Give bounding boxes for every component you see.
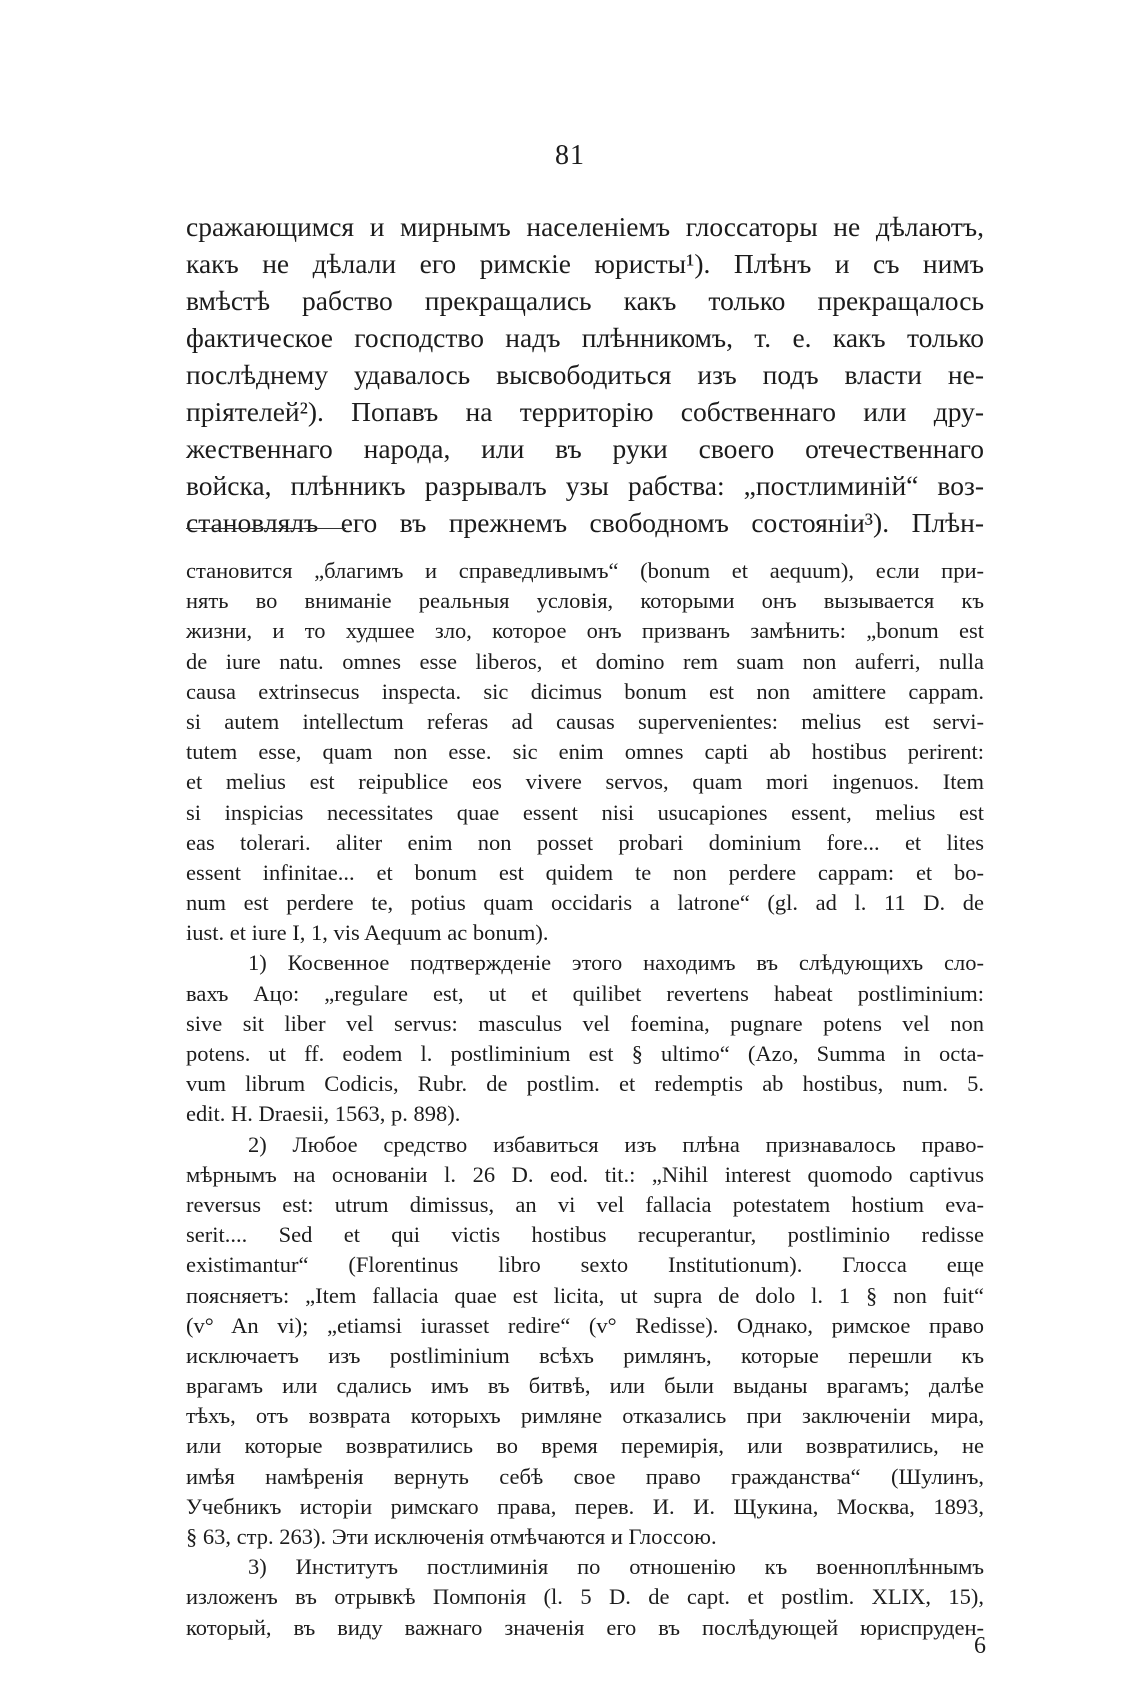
signature-mark: 6: [974, 1633, 986, 1659]
page-number: 81: [555, 140, 585, 171]
main-text-line: пріятелей²). Попавъ на территорію собственнаго или дру-: [186, 396, 984, 427]
footnote-line: (v° An vi); „etiamsi iurasset redire“ (v° Redisse). Однако, римское право: [186, 1312, 984, 1338]
footnote-line: essent infinitae... et bonum est quidem te non perdere cappam: et bo-: [186, 859, 984, 885]
footnote-separator: [186, 528, 346, 529]
footnote-line: si autem intellectum referas ad causas supervenientes: melius est servi-: [186, 708, 984, 734]
footnote-line: 3) Институтъ постлиминія по отношенію къ военноплѣннымъ: [248, 1554, 984, 1580]
footnote-line: мѣрнымъ на основаніи l. 26 D. eod. tit.: „Nihil interest quomodo captivus: [186, 1161, 984, 1187]
footnote-line: serit.... Sed et qui victis hostibus recuperantur, postliminio redisse: [186, 1222, 984, 1248]
main-text-line: войска, плѣнникъ разрывалъ узы рабства: „постлиминій“ воз-: [186, 470, 984, 501]
footnote-line: § 63, стр. 263). Эти исключенія отмѣчаются и Глоссою.: [186, 1524, 717, 1549]
footnote-line: de iure natu. omnes esse liberos, et domino rem suam non auferri, nulla: [186, 648, 984, 674]
main-text-line: сражающимся и мирнымъ населеніемъ глоссаторы не дѣлаютъ,: [186, 211, 984, 242]
footnote-line: et melius est reipublice eos vivere servos, quam mori ingenuos. Item: [186, 769, 984, 795]
footnote-line: изложенъ въ отрывкѣ Помпонія (l. 5 D. de capt. et postlim. XLIX, 15),: [186, 1584, 984, 1610]
footnote-line: iust. et iure I, 1, vis Aequum ac bonum).: [186, 920, 549, 946]
footnote-line: 1) Косвенное подтвержденіе этого находимъ въ слѣдующихъ сло-: [248, 950, 984, 976]
footnote-line: si inspicias necessitates quae essent nisi usucapiones essent, melius est: [186, 799, 984, 825]
footnote-line: edit. H. Draesii, 1563, p. 898).: [186, 1101, 461, 1127]
footnote-line: нять во вниманіе реальныя условія, которыми онъ вызывается къ: [186, 588, 984, 614]
footnote-line: vum librum Codicis, Rubr. de postlim. et redemptis ab hostibus, num. 5.: [186, 1071, 984, 1097]
footnote-line: eas tolerari. aliter enim non posset probari dominium fore... et lites: [186, 829, 984, 855]
footnote-line: Учебникъ исторіи римскаго права, перев. И. И. Щукина, Москва, 1893,: [186, 1493, 984, 1519]
footnote-line: tutem esse, quam non esse. sic enim omnes capti ab hostibus perirent:: [186, 739, 984, 765]
main-text-line: фактическое господство надъ плѣнникомъ, т. е. какъ только: [186, 322, 984, 353]
footnote-line: имѣя намѣренія вернуть себѣ свое право гражданства“ (Шулинъ,: [186, 1463, 984, 1489]
footnote-line: causa extrinsecus inspecta. sic dicimus bonum est non amittere cappam.: [186, 678, 984, 704]
footnote-line: врагамъ или сдались имъ въ битвѣ, или были выданы врагамъ; далѣе: [186, 1373, 984, 1399]
footnote-line: existimantur“ (Florentinus libro sexto Institutionum). Глосса еще: [186, 1252, 984, 1278]
footnotes-block: [186, 556, 984, 1643]
footnote-line: который, въ виду важнаго значенія его въ послѣдующей юриспруден-: [186, 1614, 984, 1640]
footnote-line: или которые возвратились во время перемирія, или возвратились, не: [186, 1433, 984, 1459]
footnote-line: тѣхъ, отъ возврата которыхъ римляне отказались при заключеніи мира,: [186, 1403, 984, 1429]
main-text-line: послѣднему удавалось высвободиться изъ подъ власти не-: [186, 359, 984, 390]
footnote-line: становится „благимъ и справедливымъ“ (bonum et aequum), если при-: [186, 558, 984, 583]
main-text-line: какъ не дѣлали его римскіе юристы¹). Плѣнъ и съ нимъ: [186, 248, 984, 279]
footnote-line: исключаетъ изъ postliminium всѣхъ римлянъ, которые перешли къ: [186, 1342, 984, 1368]
footnote-line: 2) Любое средство избавиться изъ плѣна признавалось право-: [248, 1131, 984, 1157]
main-text-line: вмѣстѣ рабство прекращались какъ только прекращалось: [186, 285, 984, 316]
footnote-line: поясняетъ: „Item fallacia quae est licita, ut supra de dolo l. 1 § non fuit“: [186, 1282, 984, 1308]
footnote-line: вахъ Ацо: „regulare est, ut et quilibet revertens habeat postliminium:: [186, 980, 984, 1006]
footnote-line: potens. ut ff. eodem l. postliminium est § ultimo“ (Azo, Summa in octa-: [186, 1041, 984, 1066]
main-text-line: жественнаго народа, или въ руки своего отечественнаго: [186, 433, 984, 464]
main-body-text: [186, 208, 984, 541]
main-text-line: становлялъ его въ прежнемъ свободномъ состояніи³). Плѣн-: [186, 507, 984, 538]
footnote-line: жизни, и то худшее зло, которое онъ призванъ замѣнить: „bonum est: [186, 618, 984, 644]
footnote-line: num est perdere te, potius quam occidaris a latrone“ (gl. ad l. 11 D. de: [186, 890, 984, 916]
footnote-line: reversus est: utrum dimissus, an vi vel fallacia potestatem hostium eva-: [186, 1191, 984, 1217]
footnote-line: sive sit liber vel servus: masculus vel foemina, pugnare potens vel non: [186, 1010, 984, 1036]
